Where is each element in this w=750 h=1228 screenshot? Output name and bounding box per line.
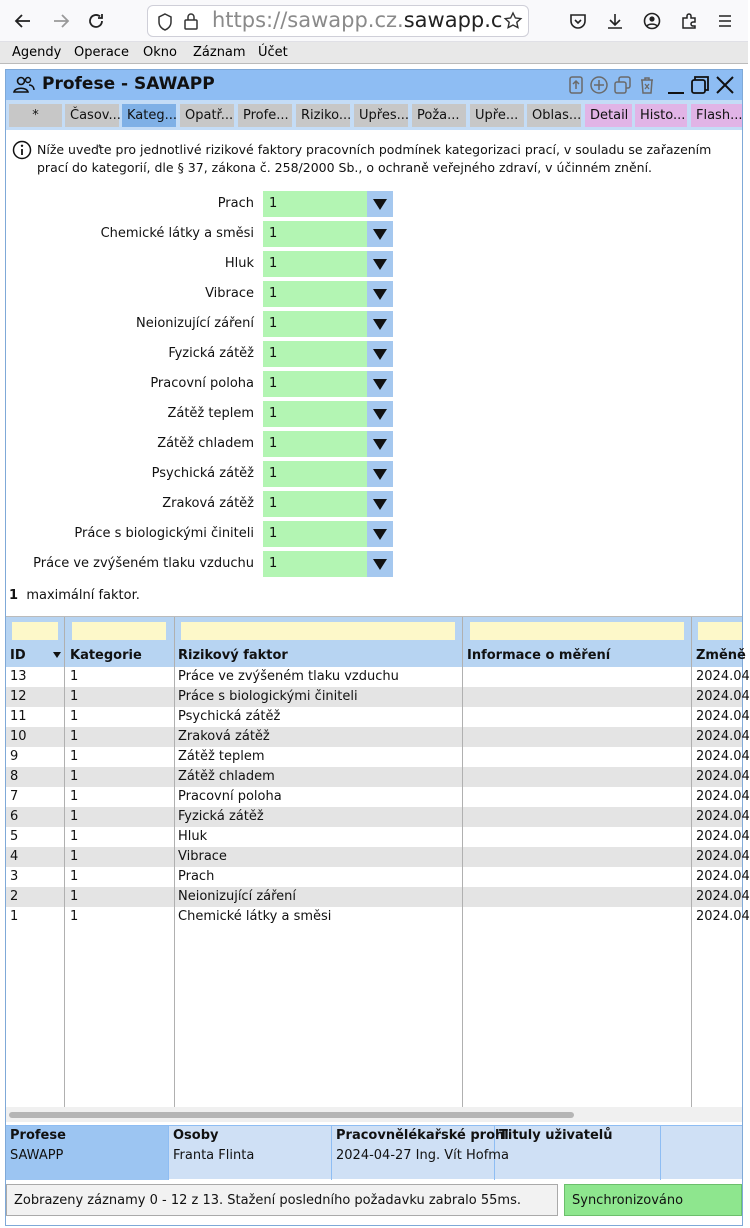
cell-cat: 1 (70, 809, 79, 824)
table-row[interactable] (6, 827, 750, 847)
cell-changed: 2024.04 (696, 729, 750, 744)
factor-label: Neionizující záření (135, 316, 254, 331)
cell-changed: 2024.04 (696, 809, 750, 824)
factor-row-hluk (6, 251, 406, 277)
factor-form (6, 191, 406, 581)
shield-icon[interactable] (157, 13, 173, 35)
factor-label: Chemické látky a směsi (100, 226, 254, 241)
sort-desc-icon[interactable] (53, 652, 61, 658)
cell-cat: 1 (70, 669, 79, 684)
cell-factor: Práce s biologickými činiteli (178, 689, 358, 704)
tab-oblasti[interactable]: Oblas... (527, 104, 581, 127)
factor-label: Zraková zátěž (162, 496, 254, 511)
cell-changed: 2024.04 (696, 689, 750, 704)
related-head: Pracovnělékařské prohl (336, 1128, 509, 1143)
factor-select-biologicke[interactable] (263, 521, 393, 547)
status-bar (6, 1184, 558, 1216)
cell-cat: 1 (70, 889, 79, 904)
cell-factor: Vibrace (178, 849, 227, 864)
tab-historie[interactable]: Histo... (635, 104, 687, 127)
factor-select-chemicke[interactable] (263, 221, 393, 247)
table-row[interactable] (6, 747, 750, 767)
tab-riziko[interactable]: Riziko... (296, 104, 350, 127)
related-head: Tituly uživatelů (499, 1128, 613, 1143)
app-menu-bar (0, 42, 748, 64)
dropdown-arrow-icon[interactable] (367, 401, 393, 427)
extensions-icon[interactable] (676, 8, 702, 34)
factor-value: 1 (269, 556, 278, 571)
tab-kategorie[interactable]: Kateg... (122, 104, 176, 127)
table-row[interactable] (6, 707, 750, 727)
menu-ucet[interactable]: Účet (258, 45, 288, 60)
cell-changed: 2024.04 (696, 749, 750, 764)
factor-value: 1 (269, 346, 278, 361)
factor-label: Práce s biologickými činiteli (74, 526, 254, 541)
factor-select-poloha[interactable] (263, 371, 393, 397)
info-text: Níže uveďte pro jednotlivé rizikové faktory pracovních podmínek kategorizaci prací, v souladu se zařazením prací do kategorií, dle § 37, zákona č. 258/2000 Sb., o ochraně veřejného zdraví, v účinném znění. (37, 142, 712, 175)
table-row[interactable] (6, 667, 750, 687)
related-value: SAWAPP (10, 1148, 64, 1163)
scrollbar-thumb[interactable] (9, 1112, 574, 1118)
factor-row-zrakova (6, 491, 406, 517)
dropdown-arrow-icon[interactable] (367, 371, 393, 397)
related-osoby[interactable] (169, 1126, 332, 1180)
factor-value: 1 (269, 226, 278, 241)
tab-flash[interactable]: Flash... (691, 104, 742, 127)
factor-label: Pracovní poloha (150, 376, 254, 391)
factor-value: 1 (269, 316, 278, 331)
back-icon[interactable] (10, 8, 36, 34)
dropdown-arrow-icon[interactable] (367, 461, 393, 487)
cell-cat: 1 (70, 749, 79, 764)
people-icon (13, 75, 35, 99)
cell-id: 6 (10, 809, 19, 824)
address-bar[interactable] (147, 5, 529, 37)
cell-id: 11 (10, 709, 27, 724)
tab-strip (6, 100, 742, 130)
window-title-bar[interactable] (6, 70, 742, 100)
dropdown-arrow-icon[interactable] (367, 221, 393, 247)
factor-label: Vibrace (205, 286, 254, 301)
tab-casove[interactable]: Časov... (65, 104, 119, 127)
factor-value: 1 (269, 436, 278, 451)
filter-zmeneno[interactable] (698, 622, 742, 640)
table-row[interactable] (6, 767, 750, 787)
cell-factor: Hluk (178, 829, 208, 844)
cell-id: 12 (10, 689, 27, 704)
factor-row-neionizujici (6, 311, 406, 337)
factor-value: 1 (269, 466, 278, 481)
factor-row-chemicke (6, 221, 406, 247)
add-icon[interactable] (589, 75, 609, 95)
table-row[interactable] (6, 847, 750, 867)
cell-changed: 2024.04 (696, 669, 750, 684)
horizontal-scrollbar[interactable] (6, 1107, 742, 1122)
factor-row-prach (6, 191, 406, 217)
related-value: 2024-04-27 Ing. Vít Hofma (336, 1148, 509, 1163)
window-title: Profese - SAWAPP (42, 74, 215, 94)
info-icon (12, 140, 32, 164)
cell-changed: 2024.04 (696, 849, 750, 864)
related-head: Osoby (173, 1128, 219, 1143)
bookmark-star-icon[interactable] (503, 11, 527, 33)
factor-label: Psychická zátěž (151, 466, 254, 481)
menu-zaznam[interactable]: Záznam (193, 45, 246, 60)
cell-cat: 1 (70, 709, 79, 724)
factor-row-psychicka (6, 461, 406, 487)
header-kategorie[interactable]: Kategorie (70, 648, 142, 663)
cell-cat: 1 (70, 769, 79, 784)
factor-value: 1 (269, 376, 278, 391)
dropdown-arrow-icon[interactable] (367, 251, 393, 277)
maximize-icon[interactable] (690, 75, 710, 95)
header-informace[interactable]: Informace o měření (467, 648, 611, 663)
cell-factor: Chemické látky a směsi (178, 909, 332, 924)
minimize-icon[interactable] (666, 75, 686, 95)
cell-id: 5 (10, 829, 19, 844)
table-row[interactable] (6, 867, 750, 887)
cell-cat: 1 (70, 869, 79, 884)
cell-id: 2 (10, 889, 19, 904)
cell-changed: 2024.04 (696, 709, 750, 724)
tab-upresneni-2[interactable]: Upře... (470, 104, 524, 127)
factor-row-vibrace (6, 281, 406, 307)
factor-label: Zátěž teplem (167, 406, 254, 421)
status-text: Zobrazeny záznamy 0 - 12 z 13. Stažení posledního požadavku zabralo 55ms. (14, 1193, 521, 1208)
cell-factor: Fyzická zátěž (178, 809, 264, 824)
factor-value: 1 (269, 406, 278, 421)
tab-profese[interactable]: Profe... (238, 104, 292, 127)
factor-row-chladem (6, 431, 406, 457)
tab-all[interactable]: * (9, 104, 62, 127)
forward-icon[interactable] (48, 8, 74, 34)
cell-changed: 2024.04 (696, 889, 750, 904)
related-tituly[interactable] (495, 1126, 661, 1180)
tab-opatreni[interactable]: Opatř... (180, 104, 234, 127)
copy-icon[interactable] (613, 75, 633, 95)
factor-select-fyzicka[interactable] (263, 341, 393, 367)
related-head: Profese (10, 1128, 66, 1143)
header-zmeneno[interactable]: Změně (696, 648, 746, 663)
cell-id: 1 (10, 909, 19, 924)
factor-label: Fyzická zátěž (168, 346, 254, 361)
menu-agendy[interactable]: Agendy (12, 45, 62, 60)
header-rizikovy-faktor[interactable]: Rizikový faktor (178, 648, 288, 663)
lock-icon[interactable] (183, 12, 199, 34)
cell-cat: 1 (70, 789, 79, 804)
delete-icon[interactable] (637, 75, 657, 95)
dropdown-arrow-icon[interactable] (367, 551, 393, 577)
factor-value: 1 (269, 196, 278, 211)
table-row[interactable] (6, 727, 750, 747)
filter-row (6, 617, 742, 645)
cell-id: 7 (10, 789, 19, 804)
cell-changed: 2024.04 (696, 909, 750, 924)
factor-value: 1 (269, 256, 278, 271)
cell-cat: 1 (70, 849, 79, 864)
factor-select-chladem[interactable] (263, 431, 393, 457)
header-id[interactable]: ID (10, 648, 26, 663)
url-text: https://sawapp.cz.sawapp.c (212, 8, 503, 32)
table-row[interactable] (6, 787, 750, 807)
sync-text: Synchronizováno (572, 1193, 684, 1208)
filter-informace[interactable] (470, 622, 684, 640)
factor-select-prach[interactable] (263, 191, 393, 217)
factor-label: Práce ve zvýšeném tlaku vzduchu (33, 556, 254, 571)
filter-id[interactable] (12, 622, 58, 640)
sync-status (564, 1184, 742, 1216)
browser-toolbar (0, 0, 748, 42)
cell-factor: Zraková zátěž (178, 729, 270, 744)
cell-factor: Prach (178, 869, 215, 884)
dropdown-arrow-icon[interactable] (367, 491, 393, 517)
cell-factor: Neionizující záření (178, 889, 297, 904)
dropdown-arrow-icon[interactable] (367, 341, 393, 367)
cell-changed: 2024.04 (696, 869, 750, 884)
cell-changed: 2024.04 (696, 769, 750, 784)
menu-okno[interactable]: Okno (143, 45, 177, 60)
cell-factor: Psychická zátěž (178, 709, 281, 724)
factor-row-biologicke (6, 521, 406, 547)
cell-cat: 1 (70, 829, 79, 844)
dropdown-arrow-icon[interactable] (367, 521, 393, 547)
factor-select-neionizujici[interactable] (263, 311, 393, 337)
cell-changed: 2024.04 (696, 789, 750, 804)
cell-factor: Zátěž teplem (178, 749, 265, 764)
dropdown-arrow-icon[interactable] (367, 431, 393, 457)
dropdown-arrow-icon[interactable] (367, 191, 393, 217)
cell-changed: 2024.04 (696, 829, 750, 844)
filter-rizikovy-faktor[interactable] (181, 622, 455, 640)
factor-select-hluk[interactable] (263, 251, 393, 277)
table-row[interactable] (6, 887, 750, 907)
account-icon[interactable] (639, 8, 665, 34)
cell-factor: Pracovní poloha (178, 789, 282, 804)
tab-detail[interactable]: Detail (585, 104, 632, 127)
export-icon[interactable] (566, 75, 586, 95)
cell-factor: Práce ve zvýšeném tlaku vzduchu (178, 669, 399, 684)
factor-row-teplem (6, 401, 406, 427)
menu-operace[interactable]: Operace (74, 45, 129, 60)
factor-select-zrakova[interactable] (263, 491, 393, 517)
filter-kategorie[interactable] (72, 622, 166, 640)
factor-select-vibrace[interactable] (263, 281, 393, 307)
table-row[interactable] (6, 687, 750, 707)
factor-value: 1 (269, 496, 278, 511)
max-factor-value: 1 (9, 588, 19, 603)
tab-upresneni[interactable]: Upřes... (354, 104, 408, 127)
cell-id: 10 (10, 729, 27, 744)
header-row (6, 645, 746, 667)
max-factor (9, 588, 140, 603)
factor-row-poloha (6, 371, 406, 397)
factor-select-tlak[interactable] (263, 551, 393, 577)
cell-cat: 1 (70, 729, 79, 744)
factor-select-teplem[interactable] (263, 401, 393, 427)
table-row[interactable] (6, 807, 750, 827)
factor-label: Prach (217, 196, 254, 211)
cell-cat: 1 (70, 909, 79, 924)
cell-id: 9 (10, 749, 19, 764)
factor-value: 1 (269, 526, 278, 541)
cell-id: 4 (10, 849, 19, 864)
factor-label: Zátěž chladem (157, 436, 254, 451)
pocket-icon[interactable] (565, 8, 591, 34)
factor-select-psychicka[interactable] (263, 461, 393, 487)
factor-row-fyzicka (6, 341, 406, 367)
factor-grid (6, 616, 750, 1121)
factor-value: 1 (269, 286, 278, 301)
cell-id: 13 (10, 669, 27, 684)
related-panel (6, 1125, 742, 1179)
profese-window (5, 69, 750, 1226)
related-prohlidky[interactable] (332, 1126, 509, 1180)
cell-id: 8 (10, 769, 19, 784)
download-icon[interactable] (602, 8, 628, 34)
max-factor-label: maximální faktor. (26, 588, 140, 603)
factor-row-tlak (6, 551, 406, 577)
grid-body (6, 667, 750, 1107)
close-icon[interactable] (715, 75, 735, 95)
cell-id: 3 (10, 869, 19, 884)
tab-pozadavky[interactable]: Poža... (412, 104, 466, 127)
cell-factor: Zátěž chladem (178, 769, 275, 784)
table-row[interactable] (6, 907, 750, 927)
related-profese[interactable] (6, 1126, 169, 1180)
reload-icon[interactable] (83, 8, 109, 34)
cell-cat: 1 (70, 689, 79, 704)
factor-label: Hluk (224, 256, 254, 271)
related-value: Franta Flinta (173, 1148, 255, 1163)
hamburger-menu-icon[interactable] (712, 8, 738, 34)
dropdown-arrow-icon[interactable] (367, 281, 393, 307)
dropdown-arrow-icon[interactable] (367, 311, 393, 337)
